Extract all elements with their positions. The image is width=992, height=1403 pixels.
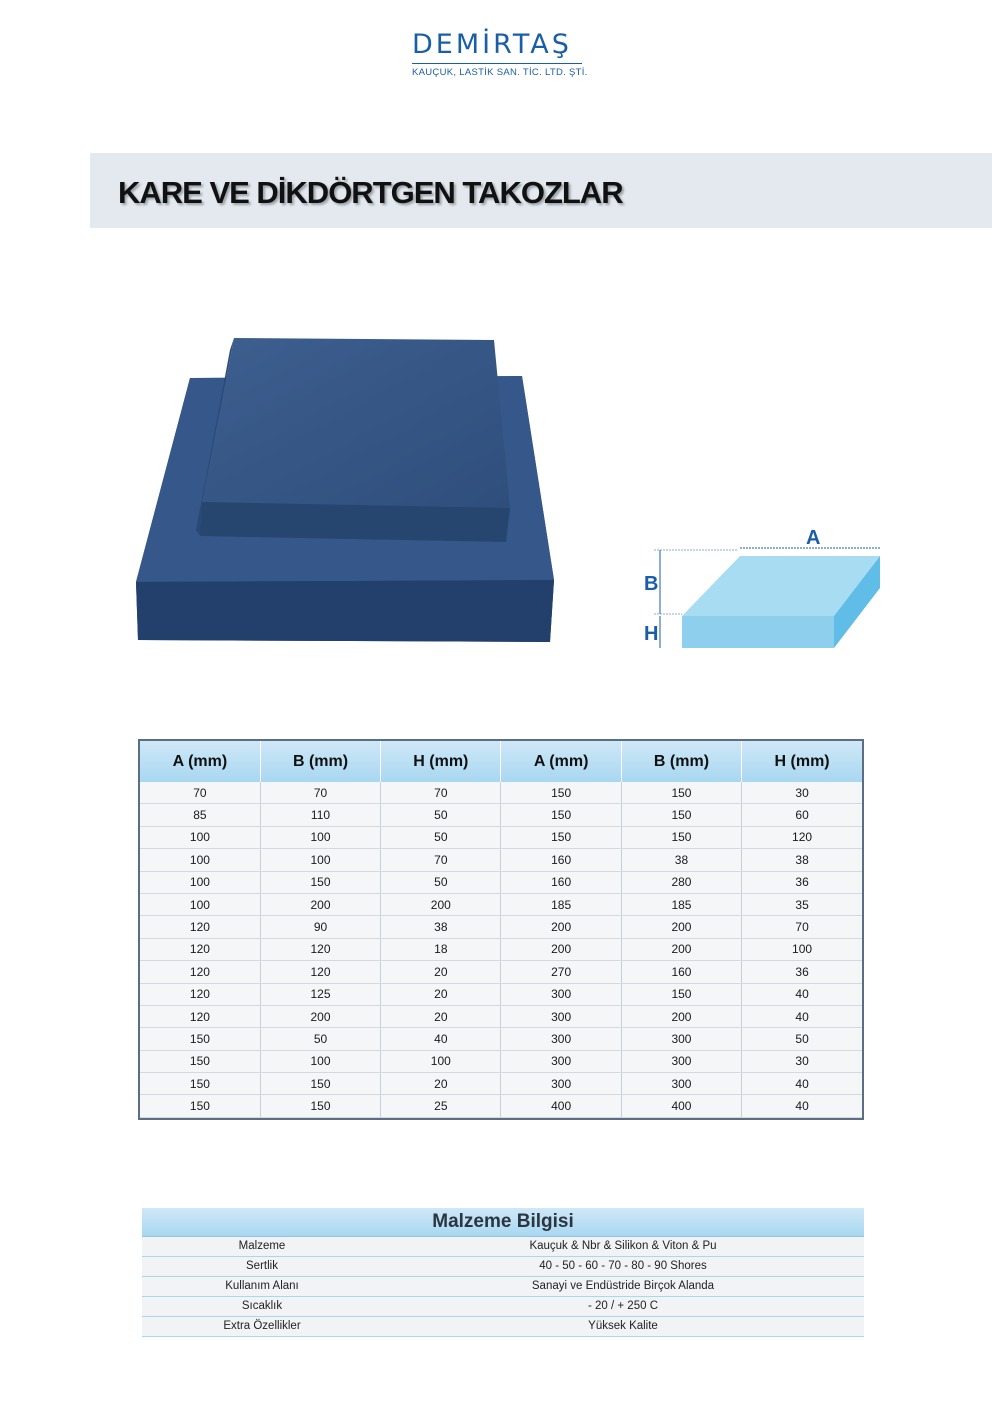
table-row bbox=[140, 1095, 862, 1117]
table-cell: 70 bbox=[742, 916, 862, 938]
table-cell: 200 bbox=[501, 938, 621, 960]
table-cell: 200 bbox=[381, 893, 501, 915]
logo-name: DEMİRTAŞ bbox=[412, 29, 572, 60]
table-cell: 150 bbox=[140, 1028, 260, 1050]
table-cell: 40 bbox=[742, 1095, 862, 1117]
table-cell: 100 bbox=[140, 849, 260, 871]
table-cell: 120 bbox=[140, 916, 260, 938]
table-cell: 120 bbox=[742, 826, 862, 848]
table-cell: 100 bbox=[140, 871, 260, 893]
table-cell: 160 bbox=[501, 849, 621, 871]
table-cell: 50 bbox=[381, 804, 501, 826]
label-h: H bbox=[644, 623, 659, 645]
table-cell: 50 bbox=[260, 1028, 380, 1050]
table-cell: 150 bbox=[140, 1095, 260, 1117]
col-header: A (mm) bbox=[140, 741, 260, 782]
table-cell: 100 bbox=[260, 826, 380, 848]
col-header: A (mm) bbox=[501, 741, 621, 782]
table-cell: 50 bbox=[381, 826, 501, 848]
table-header-row bbox=[140, 741, 862, 782]
table-cell: 200 bbox=[621, 938, 741, 960]
table-cell: 120 bbox=[140, 938, 260, 960]
table-row bbox=[140, 938, 862, 960]
info-value: Sanayi ve Endüstride Birçok Alanda bbox=[531, 1280, 715, 1292]
table-cell: 200 bbox=[260, 893, 380, 915]
table-row bbox=[140, 916, 862, 938]
table-cell: 185 bbox=[501, 893, 621, 915]
table-cell: 125 bbox=[260, 983, 380, 1005]
material-info-rows bbox=[142, 1237, 864, 1337]
table-cell: 150 bbox=[621, 983, 741, 1005]
table-cell: 100 bbox=[381, 1050, 501, 1072]
sizes-table-body bbox=[140, 782, 862, 1117]
table-cell: 150 bbox=[140, 1073, 260, 1095]
table-cell: 36 bbox=[742, 961, 862, 983]
table-cell: 30 bbox=[742, 782, 862, 804]
table-cell: 70 bbox=[260, 782, 380, 804]
table-cell: 200 bbox=[501, 916, 621, 938]
table-cell: 38 bbox=[742, 849, 862, 871]
table-row bbox=[140, 804, 862, 826]
small-block-front bbox=[200, 502, 510, 542]
table-cell: 100 bbox=[260, 1050, 380, 1072]
table-row bbox=[140, 826, 862, 848]
table-cell: 70 bbox=[381, 782, 501, 804]
table-row bbox=[140, 893, 862, 915]
table-cell: 100 bbox=[140, 893, 260, 915]
table-cell: 20 bbox=[381, 961, 501, 983]
table-cell: 70 bbox=[381, 849, 501, 871]
label-a: A bbox=[806, 527, 821, 549]
info-value: Kauçuk & Nbr & Silikon & Viton & Pu bbox=[529, 1240, 717, 1252]
table-cell: 160 bbox=[501, 871, 621, 893]
table-cell: 200 bbox=[260, 1005, 380, 1027]
info-label: Sertlik bbox=[246, 1260, 278, 1272]
col-header: H (mm) bbox=[742, 741, 862, 782]
table-cell: 150 bbox=[501, 826, 621, 848]
table-row bbox=[140, 849, 862, 871]
material-info-row bbox=[142, 1257, 864, 1277]
table-row bbox=[140, 1050, 862, 1072]
material-info-title: Malzeme Bilgisi bbox=[142, 1208, 864, 1237]
table-cell: 38 bbox=[381, 916, 501, 938]
table-cell: 150 bbox=[260, 1073, 380, 1095]
table-cell: 40 bbox=[381, 1028, 501, 1050]
info-label: Malzeme bbox=[238, 1240, 286, 1252]
dimension-diagram bbox=[630, 520, 890, 660]
table-cell: 150 bbox=[621, 826, 741, 848]
col-header: B (mm) bbox=[260, 741, 380, 782]
table-cell: 100 bbox=[742, 938, 862, 960]
table-row bbox=[140, 983, 862, 1005]
table-cell: 185 bbox=[621, 893, 741, 915]
table-cell: 280 bbox=[621, 871, 741, 893]
info-value: Yüksek Kalite bbox=[588, 1320, 658, 1332]
table-cell: 25 bbox=[381, 1095, 501, 1117]
table-cell: 300 bbox=[501, 1050, 621, 1072]
info-value: 40 - 50 - 60 - 70 - 80 - 90 Shores bbox=[539, 1260, 707, 1272]
table-cell: 38 bbox=[621, 849, 741, 871]
table-cell: 120 bbox=[140, 961, 260, 983]
company-logo bbox=[412, 30, 587, 78]
table-cell: 110 bbox=[260, 804, 380, 826]
table-cell: 50 bbox=[742, 1028, 862, 1050]
table-cell: 200 bbox=[621, 916, 741, 938]
info-label: Kullanım Alanı bbox=[225, 1280, 299, 1292]
table-cell: 300 bbox=[501, 1005, 621, 1027]
table-cell: 20 bbox=[381, 1073, 501, 1095]
sizes-table-frame bbox=[138, 739, 864, 1120]
table-cell: 200 bbox=[621, 1005, 741, 1027]
table-row bbox=[140, 961, 862, 983]
title-band bbox=[90, 153, 992, 228]
table-cell: 90 bbox=[260, 916, 380, 938]
table-cell: 20 bbox=[381, 983, 501, 1005]
col-header: H (mm) bbox=[381, 741, 501, 782]
info-label: Extra Özellikler bbox=[223, 1320, 301, 1332]
sizes-table bbox=[140, 741, 862, 1118]
table-cell: 100 bbox=[140, 826, 260, 848]
table-cell: 100 bbox=[260, 849, 380, 871]
col-header: B (mm) bbox=[621, 741, 741, 782]
table-cell: 120 bbox=[260, 938, 380, 960]
table-cell: 20 bbox=[381, 1005, 501, 1027]
table-cell: 60 bbox=[742, 804, 862, 826]
table-cell: 35 bbox=[742, 893, 862, 915]
table-cell: 150 bbox=[501, 804, 621, 826]
small-block-top bbox=[202, 338, 510, 508]
table-cell: 150 bbox=[260, 1095, 380, 1117]
label-b: B bbox=[644, 573, 659, 595]
table-cell: 36 bbox=[742, 871, 862, 893]
table-cell: 300 bbox=[501, 983, 621, 1005]
table-cell: 85 bbox=[140, 804, 260, 826]
table-cell: 40 bbox=[742, 1005, 862, 1027]
product-photo bbox=[130, 330, 570, 650]
table-cell: 40 bbox=[742, 1073, 862, 1095]
info-label: Sıcaklık bbox=[241, 1300, 283, 1312]
table-cell: 50 bbox=[381, 871, 501, 893]
table-cell: 150 bbox=[621, 804, 741, 826]
page-title: KARE VE DİKDÖRTGEN TAKOZLAR bbox=[118, 175, 623, 210]
table-row bbox=[140, 1028, 862, 1050]
table-cell: 400 bbox=[621, 1095, 741, 1117]
material-info-row bbox=[142, 1277, 864, 1297]
table-cell: 120 bbox=[140, 1005, 260, 1027]
diagram-front-face bbox=[682, 616, 834, 648]
table-cell: 400 bbox=[501, 1095, 621, 1117]
material-info-row bbox=[142, 1297, 864, 1317]
table-cell: 300 bbox=[501, 1028, 621, 1050]
table-row bbox=[140, 1073, 862, 1095]
table-row bbox=[140, 782, 862, 804]
table-cell: 70 bbox=[140, 782, 260, 804]
table-cell: 160 bbox=[621, 961, 741, 983]
table-row bbox=[140, 871, 862, 893]
table-cell: 270 bbox=[501, 961, 621, 983]
table-row bbox=[140, 1005, 862, 1027]
table-cell: 150 bbox=[260, 871, 380, 893]
table-cell: 30 bbox=[742, 1050, 862, 1072]
logo-divider bbox=[412, 63, 582, 64]
table-cell: 40 bbox=[742, 983, 862, 1005]
table-cell: 150 bbox=[501, 782, 621, 804]
table-cell: 300 bbox=[621, 1073, 741, 1095]
material-info-row bbox=[142, 1237, 864, 1257]
large-block-front bbox=[136, 580, 554, 642]
table-cell: 150 bbox=[140, 1050, 260, 1072]
table-cell: 300 bbox=[621, 1050, 741, 1072]
table-cell: 150 bbox=[621, 782, 741, 804]
table-cell: 120 bbox=[260, 961, 380, 983]
table-cell: 120 bbox=[140, 983, 260, 1005]
table-cell: 300 bbox=[621, 1028, 741, 1050]
logo-subtitle: KAUÇUK, LASTİK SAN. TİC. LTD. ŞTİ. bbox=[412, 67, 588, 78]
material-info-table bbox=[142, 1208, 864, 1337]
material-info-row bbox=[142, 1317, 864, 1337]
info-value: - 20 / + 250 C bbox=[588, 1300, 658, 1312]
table-cell: 300 bbox=[501, 1073, 621, 1095]
table-cell: 18 bbox=[381, 938, 501, 960]
